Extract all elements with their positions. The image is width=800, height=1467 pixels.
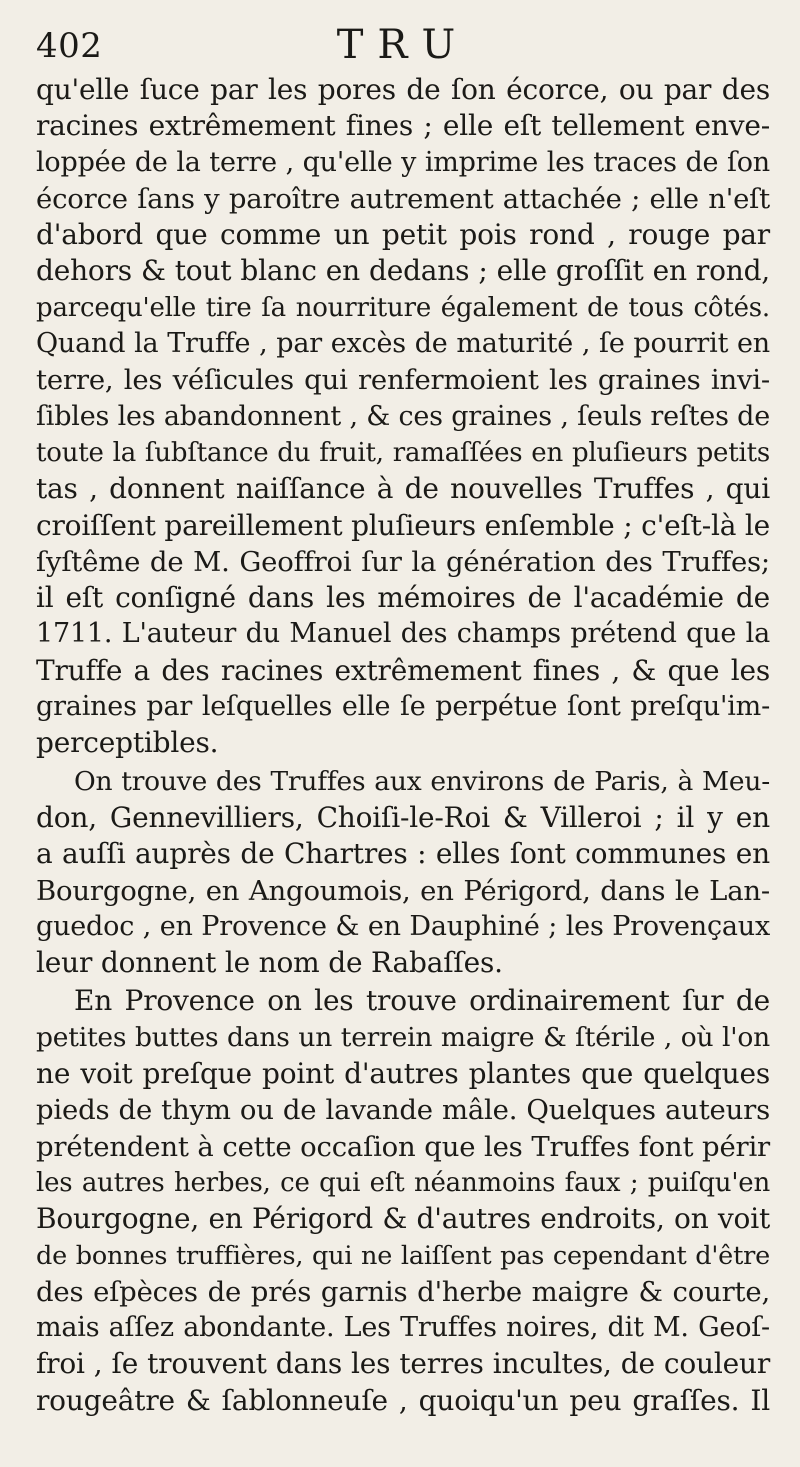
- text-line: mais aſſez abondante. Les Truffes noires, dit M. Geoſ-: [36, 1312, 770, 1344]
- text-line: 1711. L'auteur du Manuel des champs prétend que la: [36, 618, 770, 650]
- text-line: Bourgogne, en Angoumois, en Périgord, dans le Lan-: [36, 874, 770, 907]
- text-line: toute la ſubſtance du fruit, ramaſſées en pluſieurs petits: [36, 437, 770, 468]
- text-line: a auſſi auprès de Chartres : elles ſont communes en: [36, 837, 770, 871]
- text-line: ſibles les abandonnent , & ces graines , ſeuls reſtes de: [36, 400, 770, 432]
- text-line: ſyſtême de M. Geoffroi ſur la génération des Truffes;: [36, 545, 770, 578]
- text-line: On trouve des Truffes aux environs de Paris, à Meu-: [74, 765, 770, 797]
- text-line: terre, les véſicules qui renfermoient les graines invi-: [36, 364, 770, 397]
- text-line: leur donnent le nom de Rabaſſes.: [36, 946, 503, 980]
- paragraph: [36, 764, 770, 982]
- text-line: croiſſent pareillement pluſieurs enſemble ; c'eſt-là le: [36, 508, 771, 542]
- text-line: d'abord que comme un petit pois rond , rouge par: [36, 218, 770, 252]
- text-line: il eſt conſigné dans les mémoires de l'académie de: [36, 581, 770, 615]
- text-line: guedoc , en Provence & en Dauphiné ; les Provençaux: [36, 910, 770, 942]
- text-line: dehors & tout blanc en dedans ; elle groſſit en rond,: [36, 254, 770, 288]
- text-line: racines extrêmement fines ; elle eſt tellement enve-: [36, 109, 770, 143]
- text-line: les autres herbes, ce qui eſt néanmoins faux ; puiſqu'en: [36, 1167, 770, 1198]
- text-line: Bourgogne, en Périgord & d'autres endroits, on voit: [36, 1202, 770, 1236]
- text-line: prétendent à cette occaſion que les Truffes font périr: [36, 1130, 770, 1163]
- paragraph: [36, 72, 770, 762]
- text-line: loppée de la terre , qu'elle y imprime les traces de ſon: [36, 146, 770, 178]
- text-line: Quand la Truffe , par excès de maturité , ſe pourrit en: [36, 328, 770, 360]
- running-head: TRU: [336, 22, 470, 68]
- text-line: écorce ſans y paroître autrement attachée ; elle n'eſt: [36, 182, 770, 215]
- text-line: qu'elle ſuce par les pores de ſon écorce, ou par des: [36, 73, 770, 106]
- text-line: graines par leſquelles elle ſe perpétue ſont preſqu'im-: [36, 691, 770, 723]
- page-header: [36, 22, 770, 72]
- paragraph: [36, 983, 770, 1419]
- text-line: ne voit preſque point d'autres plantes que quelques: [36, 1057, 770, 1091]
- text-line: rougeâtre & ſablonneuſe , quoiqu'un peu graſſes. Il: [36, 1383, 770, 1417]
- text-line: tas , donnent naiſſance à de nouvelles Truffes , qui: [36, 472, 770, 506]
- page-number: 402: [36, 26, 103, 66]
- text-line: don, Gennevilliers, Choiſi-le-Roi & Villeroi ; il y en: [36, 800, 770, 834]
- text-line: de bonnes truffières, qui ne laiſſent pas cependant d'être: [36, 1240, 770, 1271]
- text-line: En Provence on les trouve ordinairement ſur de: [74, 984, 770, 1018]
- text-line: des eſpèces de prés garnis d'herbe maigre & courte,: [36, 1275, 770, 1308]
- text-line: Truffe a des racines extrêmement fines , & que les: [36, 653, 770, 687]
- text-line: perceptibles.: [36, 726, 219, 760]
- text-line: petites buttes dans un terrein maigre & ſtérile , où l'on: [36, 1021, 770, 1053]
- text-line: froi , ſe trouvent dans les terres incultes, de couleur: [36, 1347, 770, 1381]
- text-line: pieds de thym ou de lavande mâle. Quelques auteurs: [36, 1094, 770, 1127]
- text-line: parcequ'elle tire ſa nourriture également de tous côtés.: [36, 292, 770, 323]
- body-text: [36, 72, 770, 1419]
